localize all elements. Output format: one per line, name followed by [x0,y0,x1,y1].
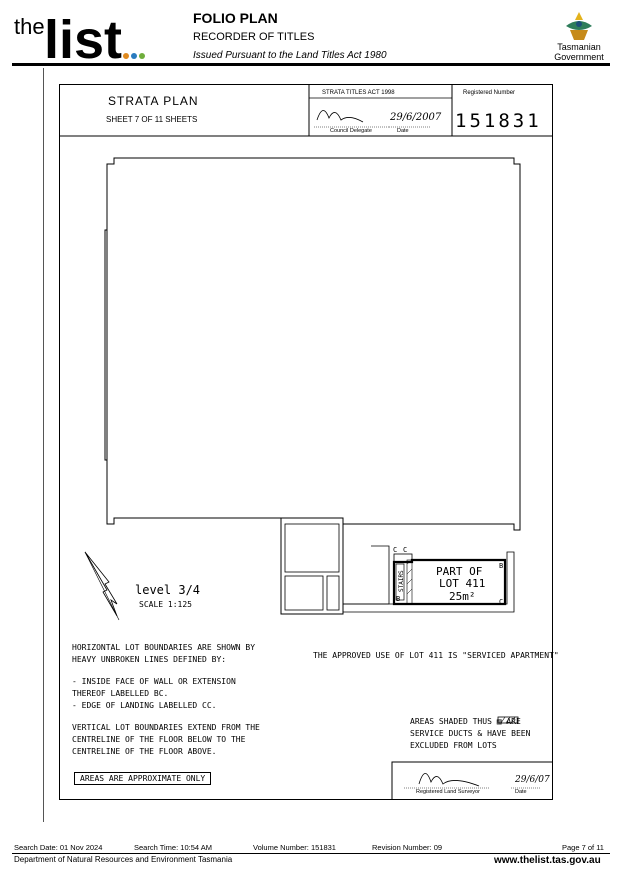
surveyor-label: Registered Land Surveyor [416,789,480,795]
search-date: Search Date: 01 Nov 2024 [14,843,103,852]
document-act: Issued Pursuant to the Land Titles Act 1980 [193,50,387,61]
footer-rule [12,853,610,854]
sheet-number: SHEET 7 OF 11 SHEETS [106,115,198,124]
stairs-label: STAIRS [398,570,405,592]
registered-number-label: Registered Number [463,90,516,96]
volume-number: Volume Number: 151831 [253,843,336,852]
horizontal-boundary-note: HORIZONTAL LOT BOUNDARIES ARE SHOWN BY HEAVY UNBROKEN LINES DEFINED BY: [72,643,256,664]
level-label: level 3/4 [135,583,201,597]
government-name: Tasmanian Government [554,42,604,62]
corner-label-c: C [499,598,504,606]
tasmanian-government-emblem-icon [556,8,602,44]
vertical-boundary-note: VERTICAL LOT BOUNDARIES EXTEND FROM THE CENTRELINE OF THE FLOOR BELOW TO THE CENTRELINE OF THE FLOOR ABOVE. [72,723,260,756]
document-title: FOLIO PLAN [193,10,278,26]
service-ducts-note: AREAS SHADED THUS ▨ ARE SERVICE DUCTS & HAVE BEEN EXCLUDED FROM LOTS [410,717,531,750]
corner-label-b: B [499,562,504,570]
thelist-logo [14,8,154,62]
council-date-label: Date [397,128,409,134]
lot-area: 25m² [449,590,476,603]
council-delegate-label: Council Delegate [330,128,372,134]
lot-name: LOT 411 [439,577,486,590]
registered-number: 151831 [455,110,542,132]
revision-number: Revision Number: 09 [372,843,443,852]
document-subtitle: RECORDER OF TITLES [193,31,315,43]
svg-text:the: the [14,14,45,39]
lot-part-label: PART OF [436,565,483,578]
header-rule [12,63,610,66]
areas-approximate-box: AREAS ARE APPROXIMATE ONLY [74,772,211,785]
corner-label-c: C [393,546,398,554]
thelist-link[interactable]: www.thelist.tas.gov.au [494,855,601,866]
approved-use-note: THE APPROVED USE OF LOT 411 IS "SERVICED APARTMENT" [313,651,559,660]
search-time: Search Time: 10:54 AM [134,843,212,852]
strata-act: STRATA TITLES ACT 1998 [322,90,395,96]
corner-label-b: B [396,595,401,603]
plan-heading: STRATA PLAN [108,94,199,108]
scale-label: SCALE 1:125 [139,600,192,609]
department-name: Department of Natural Resources and Environment Tasmania [14,855,233,864]
svg-text:list: list [44,10,123,62]
surveyor-date: 29/6/07 [515,775,550,785]
boundary-definition-list: - INSIDE FACE OF WALL OR EXTENSION THEREOF LABELLED BC. - EDGE OF LANDING LABELLED CC. [72,677,236,710]
council-date: 29/6/2007 [390,112,442,123]
margin-rule [43,68,44,822]
corner-label-c: C [403,546,408,554]
surveyor-date-label: Date [515,789,527,795]
page-number: Page 7 of 11 [562,843,604,852]
